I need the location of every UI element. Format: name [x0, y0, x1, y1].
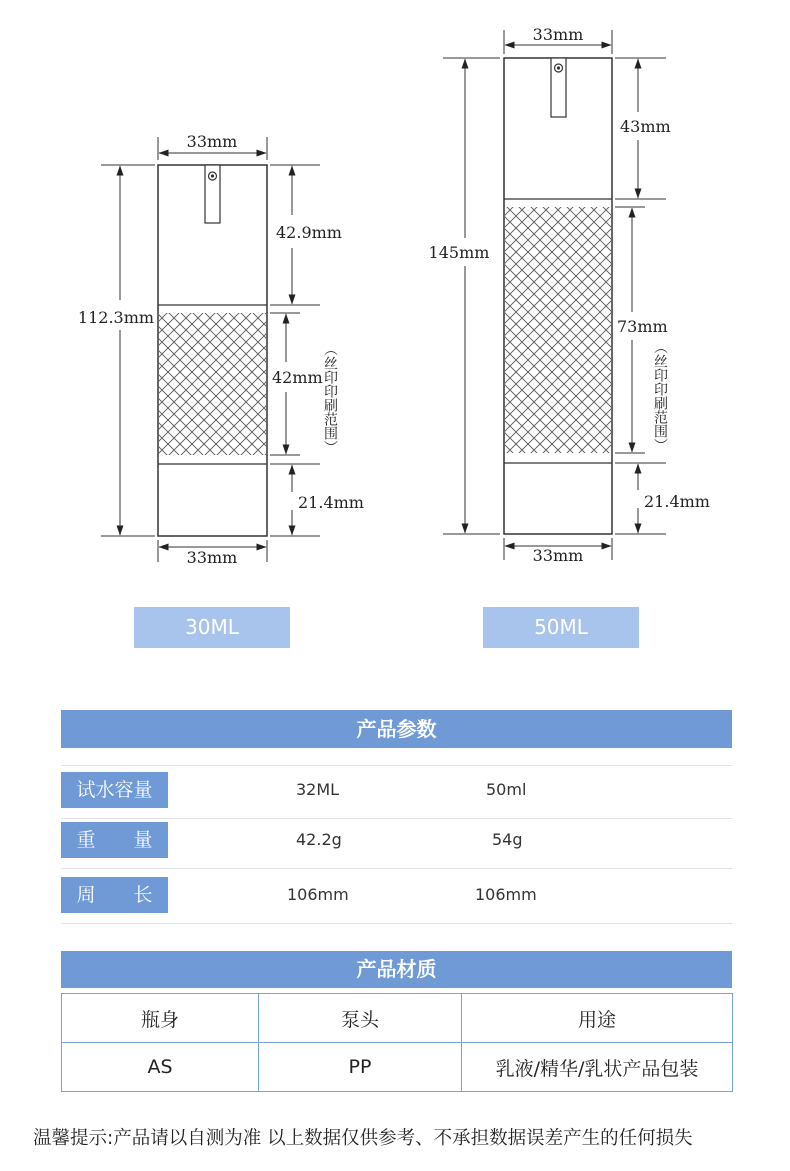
dim-30-base-height: 21.4mm — [298, 493, 364, 512]
params-title: 产品参数 — [61, 710, 732, 748]
dim-50-base-height: 21.4mm — [644, 492, 710, 511]
param-label-weight: 重 量 — [61, 822, 168, 858]
dim-50-total-height: 145mm — [428, 243, 490, 262]
param-value-50: 54g — [492, 830, 523, 849]
print-range-note-50: （丝印印刷范围） — [652, 340, 668, 452]
bottle-30ml — [158, 165, 267, 536]
params-divider — [61, 765, 732, 766]
print-area-30 — [159, 313, 266, 455]
size-label-50ml: 50ML — [483, 607, 639, 648]
materials-table — [61, 993, 733, 1092]
param-value-30: 106mm — [287, 885, 349, 904]
size-label-30ml: 30ML — [134, 607, 290, 648]
param-value-50: 50ml — [486, 780, 527, 799]
param-label-perimeter: 周 长 — [61, 877, 168, 913]
param-label-capacity: 试水容量 — [61, 772, 168, 808]
dim-30-total-height: 112.3mm — [77, 308, 155, 327]
dim-30-width-top: 33mm — [186, 132, 238, 151]
materials-value-usage: 乳液/精华/乳状产品包装 — [462, 1043, 733, 1092]
materials-header-pump: 泵头 — [259, 994, 462, 1043]
materials-title: 产品材质 — [61, 951, 732, 988]
materials-value-body: AS — [62, 1043, 259, 1092]
materials-header-body: 瓶身 — [62, 994, 259, 1043]
disclaimer-note: 温馨提示:产品请以自测为准 以上数据仅供参考、不承担数据误差产生的任何损失 — [33, 1128, 693, 1149]
materials-header-row — [62, 994, 733, 1043]
bottle-50ml — [504, 58, 612, 534]
dim-50-cap-height: 43mm — [620, 117, 671, 136]
param-value-30: 42.2g — [296, 830, 342, 849]
dim-30-width-bottom: 33mm — [186, 548, 238, 567]
param-value-30: 32ML — [296, 780, 340, 799]
dim-50-width-bottom: 33mm — [532, 546, 584, 565]
materials-value-pump: PP — [259, 1043, 462, 1092]
materials-header-usage: 用途 — [462, 994, 733, 1043]
param-value-50: 106mm — [475, 885, 537, 904]
dim-30-cap-height: 42.9mm — [276, 223, 342, 242]
param-row-perimeter — [61, 873, 732, 924]
param-row-weight — [61, 818, 732, 869]
materials-value-row — [62, 1043, 733, 1092]
dim-30-print-height: 42mm — [272, 368, 323, 387]
dim-50-print-height: 73mm — [617, 317, 668, 336]
print-area-50 — [505, 207, 611, 453]
param-row-capacity — [61, 768, 732, 819]
print-range-note-30: （丝印印刷范围） — [322, 342, 338, 454]
dim-50-width-top: 33mm — [532, 25, 584, 44]
